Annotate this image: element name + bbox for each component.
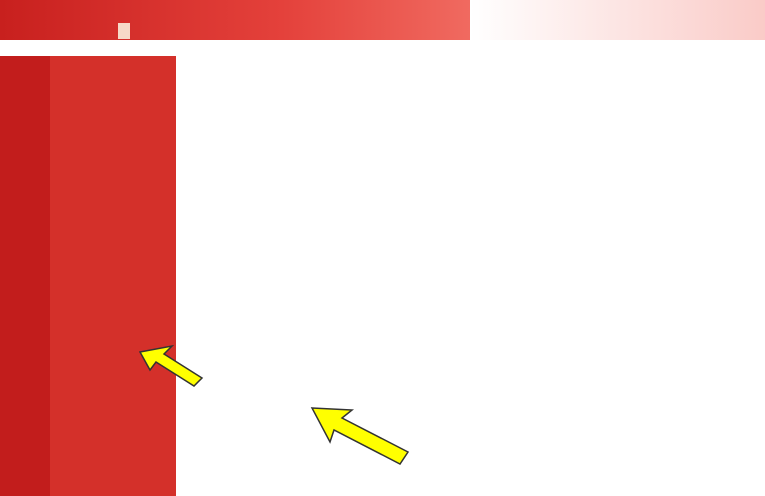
navigation-panel <box>50 56 176 496</box>
main-content <box>176 56 765 496</box>
header-red-band <box>0 0 470 40</box>
vertical-brand-strip <box>0 56 50 496</box>
site-header <box>0 0 765 56</box>
header-stripe <box>470 0 765 40</box>
yellow-arrow-content-icon <box>308 400 412 468</box>
yellow-arrow-sidebar-icon <box>136 340 206 388</box>
header-tagline <box>118 23 130 39</box>
